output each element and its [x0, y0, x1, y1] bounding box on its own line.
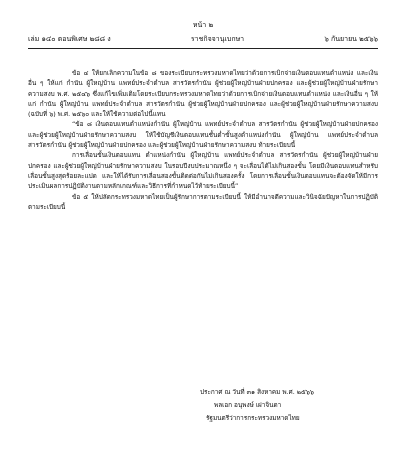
header-date: ๖ กันยายน ๒๕๖๖: [324, 35, 378, 43]
header-gazette-title: ราชกิจจานุเบกษา: [190, 35, 245, 43]
quoted-clause-8: “ข้อ ๘ เงินตอบแทนตำแหน่งกำนัน ผู้ใหญ่บ้าน แพทย์ประจำตำบล สารวัตรกำนัน ผู้ช่วยผู้ใหญ่บ้านฝ่ายปกครอง และผู้ช่วยผู้ใหญ่บ้านฝ่ายรักษาความสงบ ให้ใช้บัญชีเงินตอบแทนชั้นต่ำขั้นสูงตำแหน่งกำนัน ผู้ใหญ่บ้าน แพทย์ประจำตำบล สารวัตรกำนัน ผู้ช่วยผู้ใหญ่บ้านฝ่ายปกครอง และผู้ช่วยผู้ใหญ่บ้านฝ่ายรักษาความสงบ ท้ายระเบียบนี้: [28, 120, 378, 150]
quoted-clause-8-paragraph-2: การเลื่อนขั้นเงินตอบแทน ตำแหน่งกำนัน ผู้ใหญ่บ้าน แพทย์ประจำตำบล สารวัตรกำนัน ผู้ช่วยผู้ใหญ่บ้านฝ่ายปกครอง และผู้ช่วยผู้ใหญ่บ้านฝ่ายรักษาความสงบ ในรอบปีงบประมาณหนึ่ง ๆ จะเลื่อนได้ไม่เกินสองขั้น โดยมีเงินตอบแทนสำหรับเลื่อนขั้นสูงสุดร้อยละแปด และให้ได้รับการเลื่อนสองขั้นติดต่อกันไม่เกินสองครั้ง โดยการเลื่อนขั้นเงินตอบแทนจะต้องจัดให้มีการประเมินผลการปฏิบัติงานตามหลักเกณฑ์และวิธีการที่กำหนดไว้ท้ายระเบียบนี้”: [28, 151, 378, 191]
gazette-header: [28, 34, 378, 49]
page-number: หน้า ๒: [192, 21, 214, 29]
announcement-date: ประกาศ ณ วันที่ ๓๑ สิงหาคม พ.ศ. ๒๕๖๖: [200, 388, 314, 396]
signatory-title: รัฐมนตรีว่าการกระทรวงมหาดไทย: [206, 414, 300, 422]
document-body: [28, 68, 378, 212]
clause-4: ข้อ ๔ ให้ยกเลิกความในข้อ ๘ ของระเบียบกระทรวงมหาดไทยว่าด้วยการเบิกจ่ายเงินตอบแทนตำแหน่ง และเงินอื่น ๆ ให้แก่ กำนัน ผู้ใหญ่บ้าน แพทย์ประจำตำบล สารวัตรกำนัน ผู้ช่วยผู้ใหญ่บ้านฝ่ายปกครอง และผู้ช่วยผู้ใหญ่บ้านฝ่ายรักษาความสงบ พ.ศ. ๒๕๔๖ ซึ่งแก้ไขเพิ่มเติมโดยระเบียบกระทรวงมหาดไทยว่าด้วยการเบิกจ่ายเงินตอบแทนตำแหน่ง และเงินอื่น ๆ ให้แก่ กำนัน ผู้ใหญ่บ้าน แพทย์ประจำตำบล สารวัตรกำนัน ผู้ช่วยผู้ใหญ่บ้านฝ่ายปกครอง และผู้ช่วยผู้ใหญ่บ้านฝ่ายรักษาความสงบ (ฉบับที่ ๖) พ.ศ. ๒๕๖๐ และให้ใช้ความต่อไปนี้แทน: [28, 69, 378, 119]
signatory-name: พลเอก อนุพงษ์ เผ่าจินดา: [214, 401, 282, 409]
header-volume: เล่ม ๑๔๐ ตอนพิเศษ ๒๘๘ ง: [28, 35, 111, 43]
clause-5: ข้อ ๕ ให้ปลัดกระทรวงมหาดไทยเป็นผู้รักษาการตามระเบียบนี้ ให้มีอำนาจตีความและวินิจฉัยปัญหาในการปฏิบัติตามระเบียบนี้: [28, 192, 378, 211]
